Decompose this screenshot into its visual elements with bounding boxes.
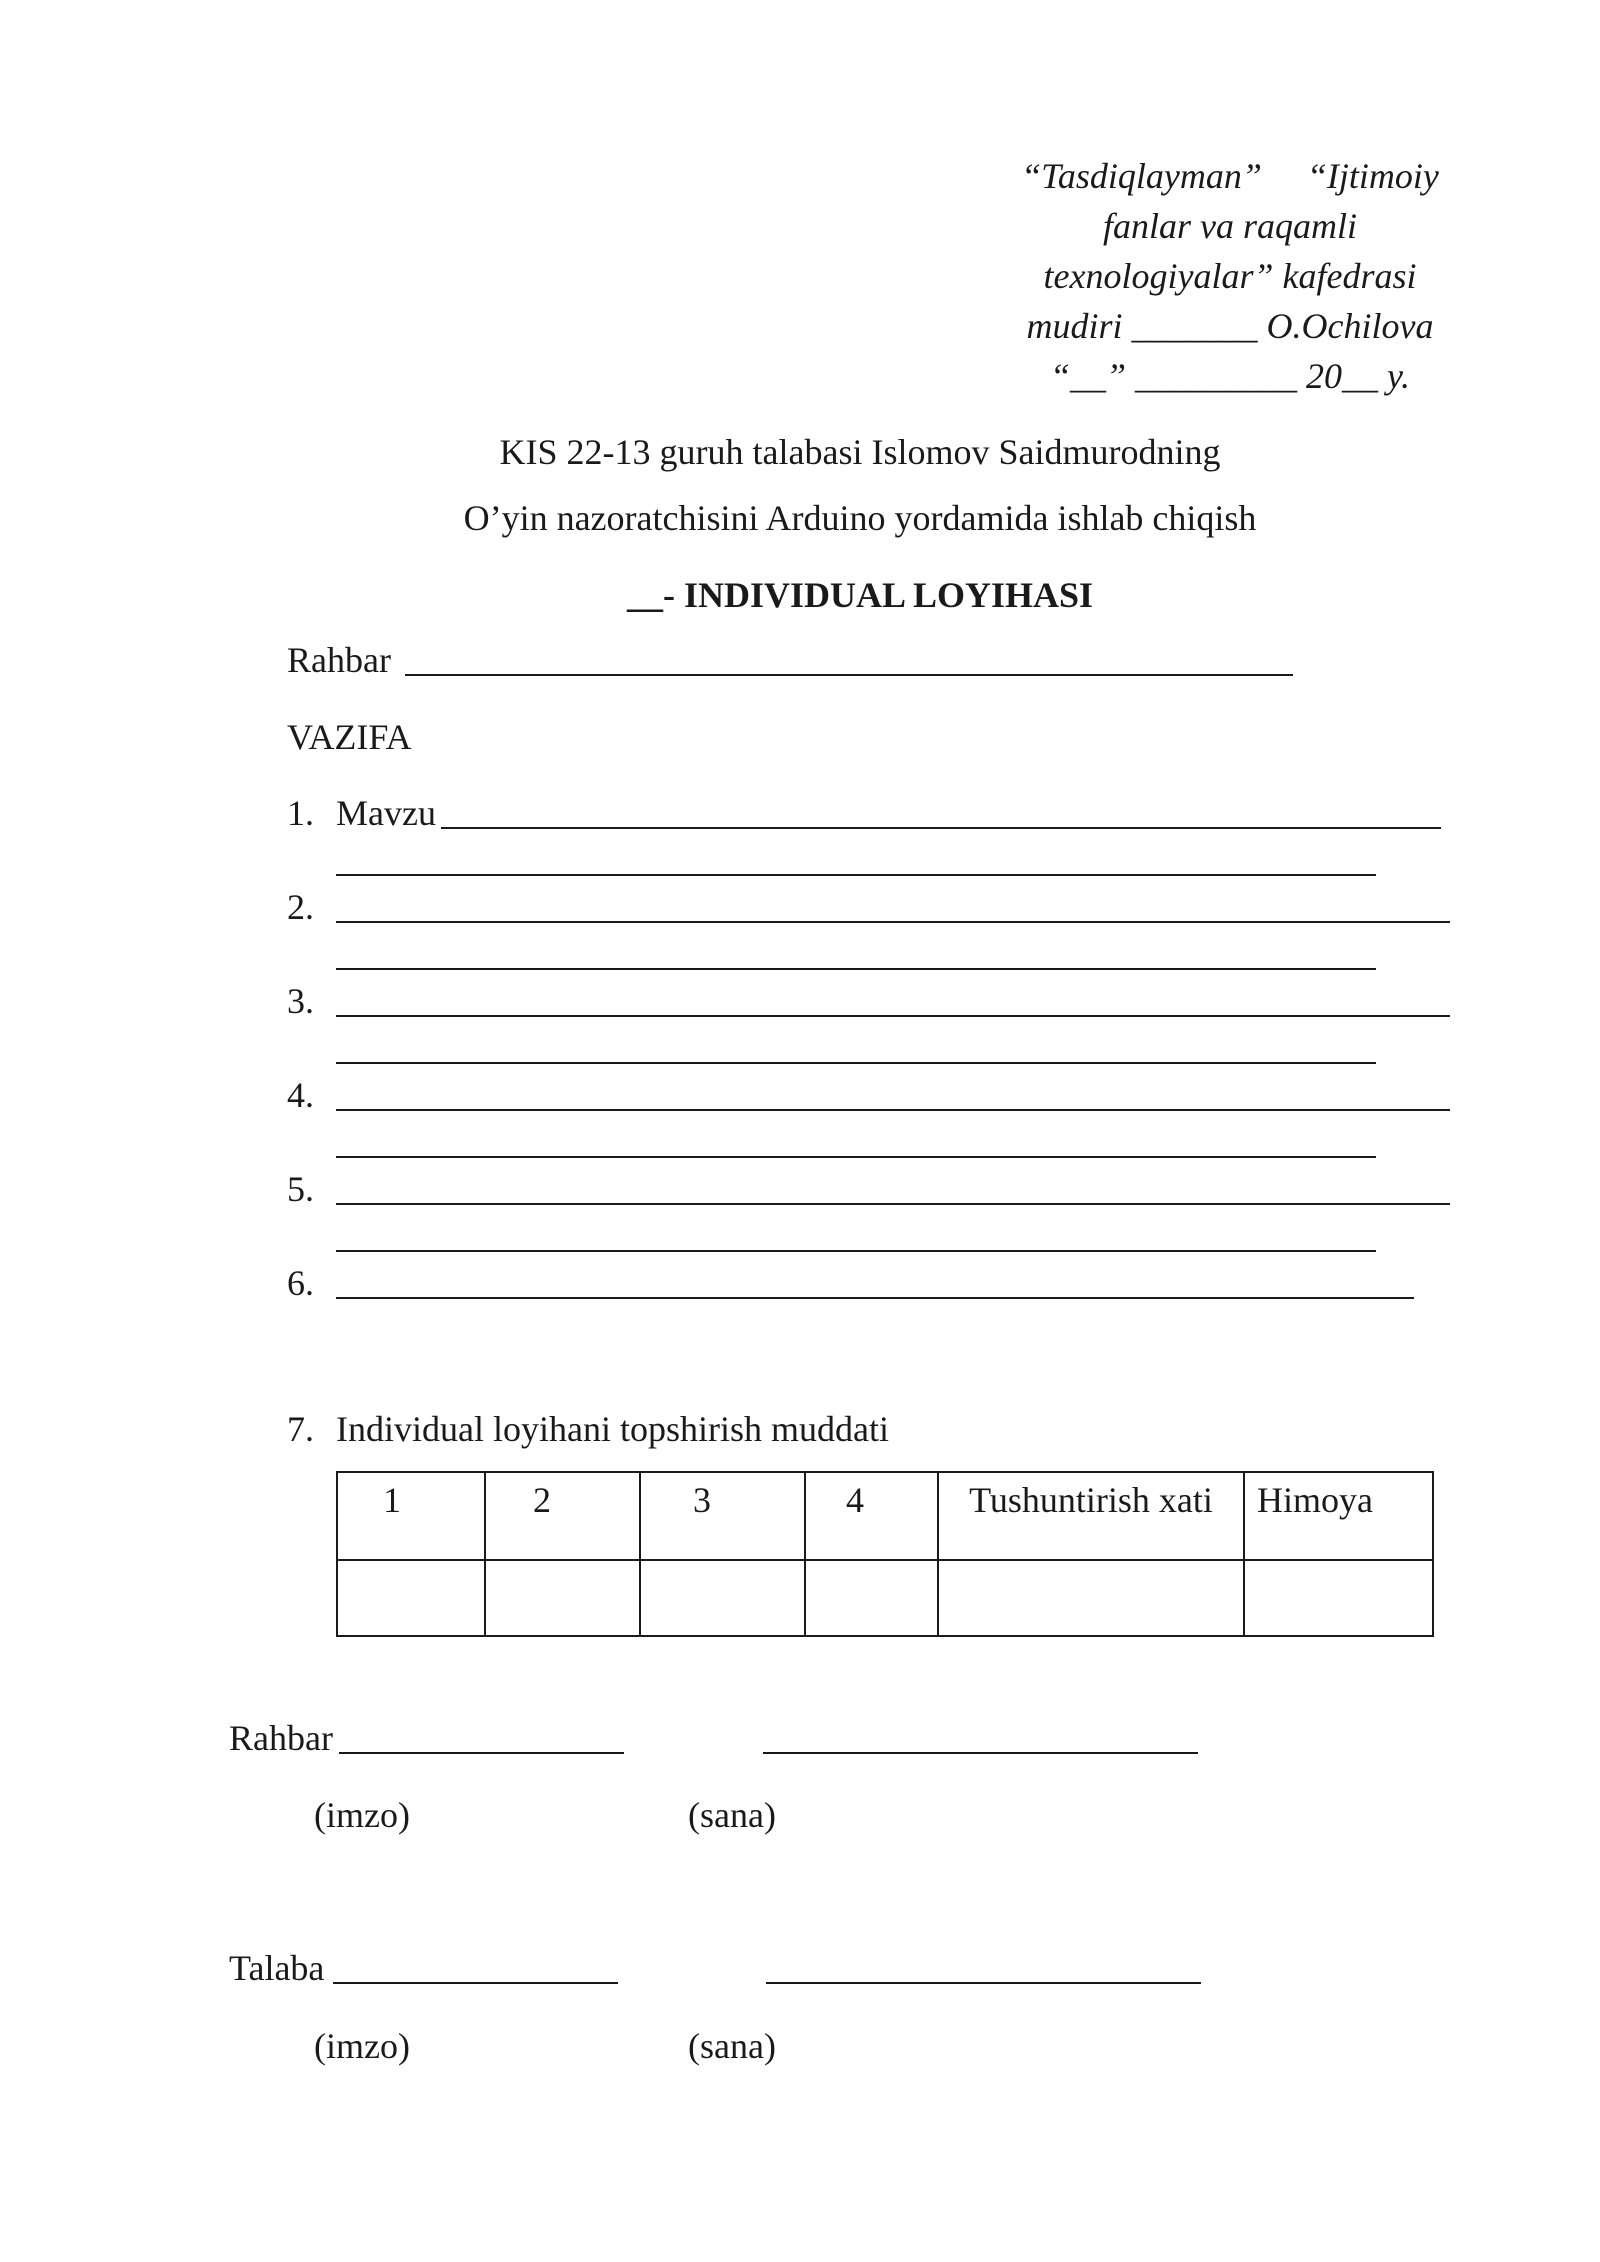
approval-line-3: texnologiyalar” kafedrasi (1043, 256, 1417, 296)
task-1-line-a (441, 827, 1441, 829)
task-number-1: 1. (287, 793, 314, 833)
schedule-entry-cell[interactable] (640, 1560, 805, 1636)
task-4-line-b (336, 1156, 1376, 1158)
approval-line-5: “__” _________ 20__ y. (1049, 356, 1411, 396)
task-5-line-b (336, 1250, 1376, 1252)
task-number-2: 2. (287, 887, 314, 927)
schedule-header-cell: 4 (805, 1472, 938, 1560)
task-label-1: Mavzu (336, 793, 436, 833)
task-number-5: 5. (287, 1169, 314, 1209)
schedule-entry-cell[interactable] (805, 1560, 938, 1636)
task-4-line-a (336, 1109, 1450, 1111)
student-sign-caption: (imzo) (314, 2026, 410, 2066)
task-3-line-a (336, 1015, 1450, 1017)
supervisor-label: Rahbar (287, 640, 391, 680)
supervisor-sign-caption: (imzo) (314, 1795, 410, 1835)
student-date-line (766, 1982, 1201, 1984)
deadline-label: Individual loyihani topshirish muddati (336, 1409, 889, 1449)
supervisor-date-caption: (sana) (688, 1795, 776, 1835)
task-1-line-b (336, 874, 1376, 876)
deadline-number: 7. (287, 1409, 314, 1449)
page-title: __- INDIVIDUAL LOYIHASI (626, 575, 1094, 615)
student-line: KIS 22-13 guruh talabasi Islomov Saidmurodning (499, 432, 1221, 472)
task-2-line-b (336, 968, 1376, 970)
task-heading: VAZIFA (287, 717, 412, 757)
signature-role-student: Talaba (229, 1948, 325, 1988)
task-5-line-a (336, 1203, 1450, 1205)
schedule-entry-cell[interactable] (938, 1560, 1244, 1636)
student-date-caption: (sana) (688, 2026, 776, 2066)
schedule-header-cell: Tushuntirish xati (938, 1472, 1244, 1560)
schedule-entry-row (337, 1560, 1433, 1636)
project-topic: O’yin nazoratchisini Arduino yordamida ishlab chiqish (463, 498, 1257, 538)
signature-role-supervisor: Rahbar (229, 1718, 333, 1758)
schedule-header-cell: Himoya (1244, 1472, 1433, 1560)
approval-line-1: “Tasdiqlayman” “Ijtimoiy (1021, 156, 1439, 196)
schedule-entry-cell[interactable] (1244, 1560, 1433, 1636)
task-2-line-a (336, 921, 1450, 923)
supervisor-signature-line (339, 1752, 624, 1754)
schedule-table (336, 1471, 1434, 1637)
approval-line-2: fanlar va raqamli (1102, 206, 1357, 246)
task-number-4: 4. (287, 1075, 314, 1115)
task-3-line-b (336, 1062, 1376, 1064)
schedule-header-cell: 1 (337, 1472, 485, 1560)
schedule-entry-cell[interactable] (337, 1560, 485, 1636)
schedule-header-cell: 3 (640, 1472, 805, 1560)
supervisor-date-line (763, 1752, 1198, 1754)
schedule-entry-cell[interactable] (485, 1560, 640, 1636)
task-6-line (336, 1297, 1414, 1299)
task-number-6: 6. (287, 1263, 314, 1303)
schedule-header-row (337, 1472, 1433, 1560)
schedule-header-cell: 2 (485, 1472, 640, 1560)
student-signature-line (333, 1982, 618, 1984)
task-number-3: 3. (287, 981, 314, 1021)
supervisor-blank-line (405, 674, 1293, 676)
approval-line-4: mudiri _______ O.Ochilova (1026, 306, 1434, 346)
